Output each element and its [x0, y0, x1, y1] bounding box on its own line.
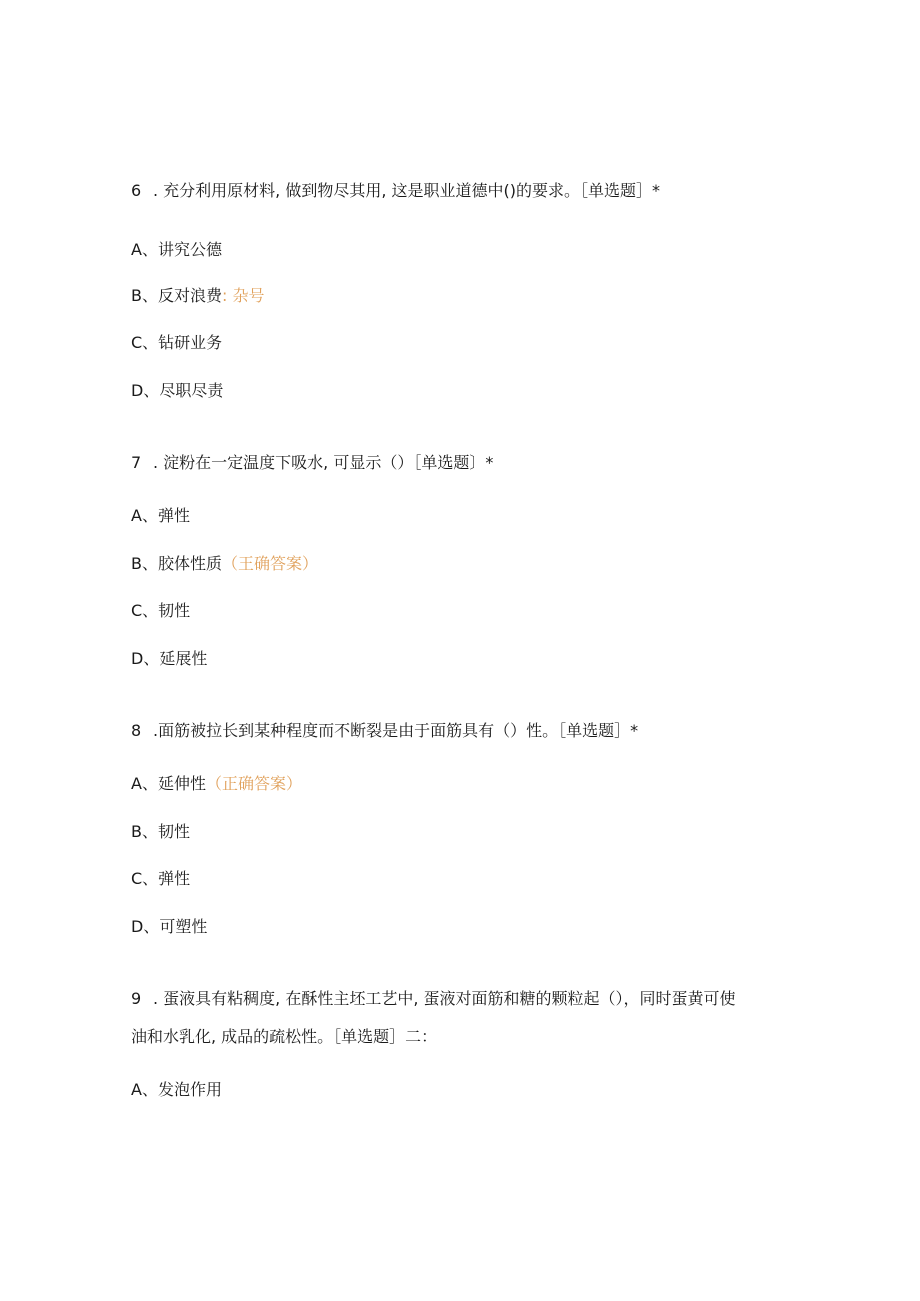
option-6d[interactable] [131, 381, 223, 401]
question-8-title [131, 721, 638, 741]
question-9-title-line2 [131, 1027, 437, 1047]
question-number: 6 [131, 181, 142, 200]
question-text-continued: 油和水乳化, 成品的疏松性。［单选题］二： [131, 1027, 438, 1046]
option-6a[interactable] [131, 240, 222, 260]
option-8d[interactable] [131, 917, 207, 937]
option-label: A、讲究公德 [131, 240, 222, 259]
option-label: A、弹性 [131, 506, 190, 525]
question-number: 9 [131, 989, 142, 1008]
option-8b[interactable] [131, 822, 190, 842]
answer-note: （王确答案） [221, 554, 318, 573]
question-9-title [131, 989, 736, 1009]
option-8a[interactable] [131, 774, 302, 794]
question-text: .面筋被拉长到某种程度而不断裂是由于面筋具有（）性。［单选题］* [153, 721, 639, 740]
option-label: D、延展性 [131, 649, 208, 668]
option-label: D、可塑性 [131, 917, 208, 936]
question-number: 7 [131, 453, 142, 472]
question-text: . 蛋液具有粘稠度, 在酥性主坯工艺中, 蛋液对面筋和糖的颗粒起（），同时蛋黄可使 [153, 989, 736, 1008]
option-7a[interactable] [131, 506, 190, 526]
option-6c[interactable] [131, 333, 222, 353]
option-label: C、弹性 [131, 869, 191, 888]
answer-note: （正确答案） [205, 774, 302, 793]
option-label: A、延伸性 [131, 774, 206, 793]
option-label: C、韧性 [131, 601, 191, 620]
question-6-title [131, 181, 660, 201]
question-text: . 充分利用原材料, 做到物尽其用, 这是职业道德中()的要求。［单选题］* [153, 181, 661, 200]
option-label: C、钻研业务 [131, 333, 223, 352]
option-8c[interactable] [131, 869, 190, 889]
question-text: . 淀粉在一定温度下吸水, 可显示（）［单选题〕* [153, 453, 494, 472]
option-label: A、发泡作用 [131, 1080, 222, 1099]
option-label: B、韧性 [131, 822, 190, 841]
question-7-title [131, 453, 493, 473]
option-label: B、反对浪费 [131, 286, 222, 305]
option-6b[interactable] [131, 286, 264, 306]
option-9a[interactable] [131, 1080, 222, 1100]
option-7d[interactable] [131, 649, 207, 669]
question-number: 8 [131, 721, 142, 740]
option-7c[interactable] [131, 601, 190, 621]
answer-note: : 杂号 [221, 286, 265, 305]
option-7b[interactable] [131, 554, 318, 574]
option-label: D、尽职尽责 [131, 381, 224, 400]
option-label: B、胶体性质 [131, 554, 222, 573]
